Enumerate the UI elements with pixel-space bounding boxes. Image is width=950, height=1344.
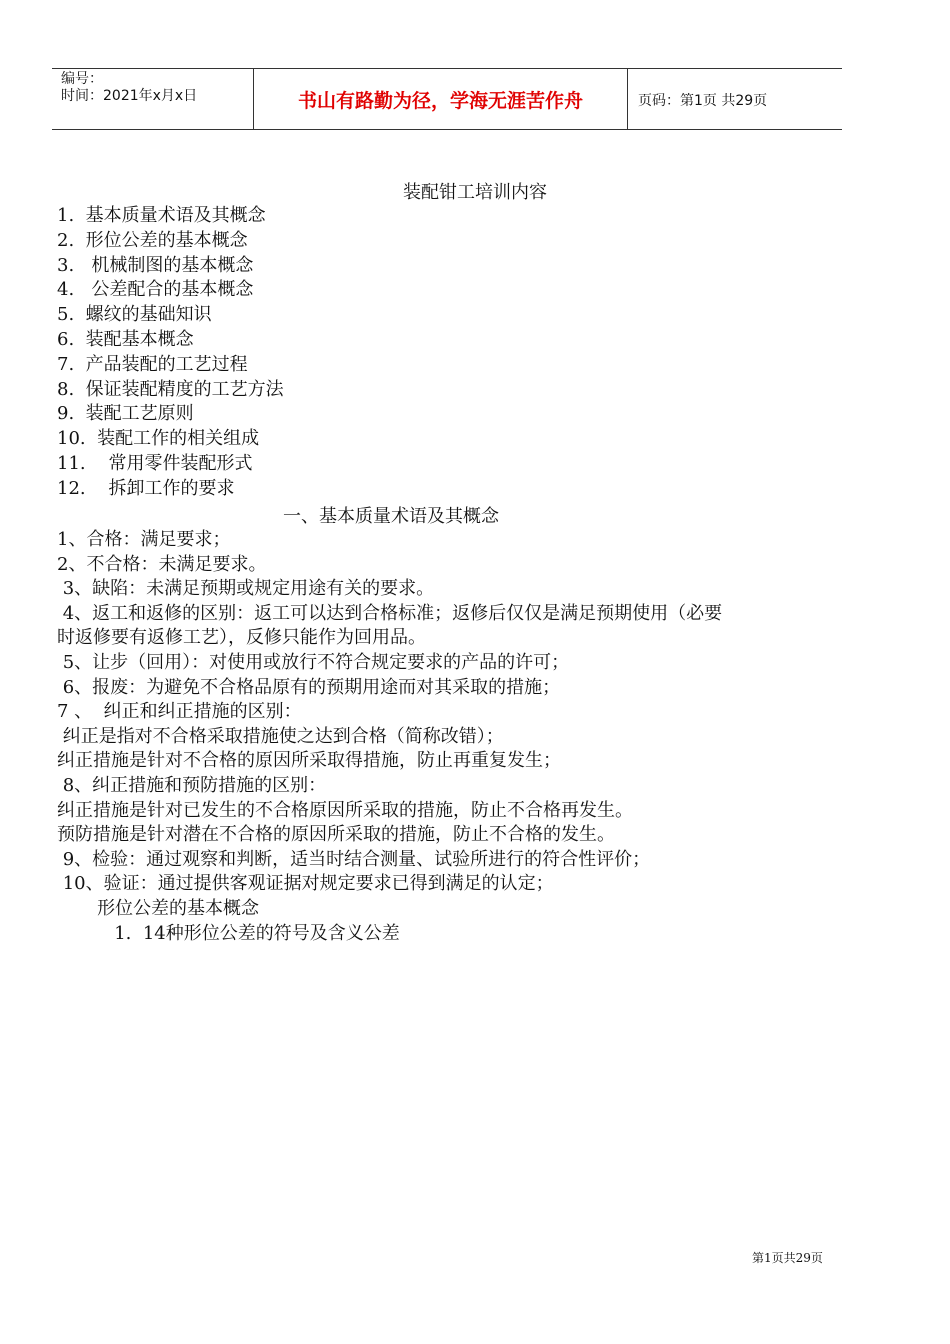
body-line: 1. 14种形位公差的符号及含义公差 <box>57 922 400 944</box>
body-line: 纠正措施是针对不合格的原因所采取得措施，防止再重复发生； <box>57 750 561 772</box>
body-line: 10、验证：通过提供客观证据对规定要求已得到满足的认定； <box>57 873 554 895</box>
body-line: 6、报废：为避免不合格品原有的预期用途而对其采取的措施； <box>57 676 561 698</box>
table-of-contents <box>57 204 284 502</box>
body-line: 预防措施是针对潜在不合格的原因所采取的措施，防止不合格的发生。 <box>57 824 615 846</box>
header-page-info: 页码：第1页 共29页 <box>638 93 768 109</box>
body-line: 形位公差的基本概念 <box>57 897 260 919</box>
header-motto: 书山有路勤为径，学海无涯苦作舟 <box>297 89 583 112</box>
section-heading: 一、基本质量术语及其概念 <box>283 506 499 527</box>
page-footer: 第1页共29页 <box>752 1251 823 1265</box>
toc-item: 7. 产品装配的工艺过程 <box>57 353 248 375</box>
toc-item: 11. 常用零件装配形式 <box>57 452 253 474</box>
document-title: 装配钳工培训内容 <box>403 182 547 203</box>
toc-item: 3. 机械制图的基本概念 <box>57 254 254 276</box>
body-line: 2、不合格：未满足要求。 <box>57 553 267 575</box>
body-line: 3、缺陷：未满足预期或规定用途有关的要求。 <box>57 578 435 600</box>
toc-item: 2. 形位公差的基本概念 <box>57 229 248 251</box>
body-line: 时返修要有返修工艺），反修只能作为回用品。 <box>57 627 426 649</box>
body-line: 纠正是指对不合格采取措施使之达到合格（简称改错）； <box>57 725 504 747</box>
toc-item: 9. 装配工艺原则 <box>57 403 194 425</box>
body-line: 9、检验：通过观察和判断，适当时结合测量、试验所进行的符合性评价； <box>57 848 651 870</box>
body-line: 4、返工和返修的区别：返工可以达到合格标准；返修后仅仅是满足预期使用（必要 <box>57 602 723 624</box>
body-line: 7 、 纠正和纠正措施的区别： <box>57 701 302 723</box>
toc-item: 1. 基本质量术语及其概念 <box>57 205 266 226</box>
body-line: 1、合格：满足要求； <box>57 529 231 550</box>
header-divider <box>627 69 628 129</box>
serial-label: 编号： <box>61 71 103 87</box>
toc-item: 5. 螺纹的基础知识 <box>57 304 212 326</box>
time-label: 时间：2021年x月x日 <box>61 88 198 104</box>
header-table <box>52 68 842 130</box>
header-meta <box>61 71 197 105</box>
body-text <box>57 528 857 946</box>
body-line: 8、纠正措施和预防措施的区别： <box>57 774 327 796</box>
body-line: 5、让步（回用）：对使用或放行不符合规定要求的产品的许可； <box>57 651 570 673</box>
body-line: 纠正措施是针对已发生的不合格原因所采取的措施，防止不合格再发生。 <box>57 799 633 821</box>
toc-item: 12. 拆卸工作的要求 <box>57 477 235 499</box>
toc-item: 10. 装配工作的相关组成 <box>57 428 260 450</box>
toc-item: 4. 公差配合的基本概念 <box>57 279 254 301</box>
toc-item: 8. 保证装配精度的工艺方法 <box>57 378 284 400</box>
toc-item: 6. 装配基本概念 <box>57 328 194 350</box>
